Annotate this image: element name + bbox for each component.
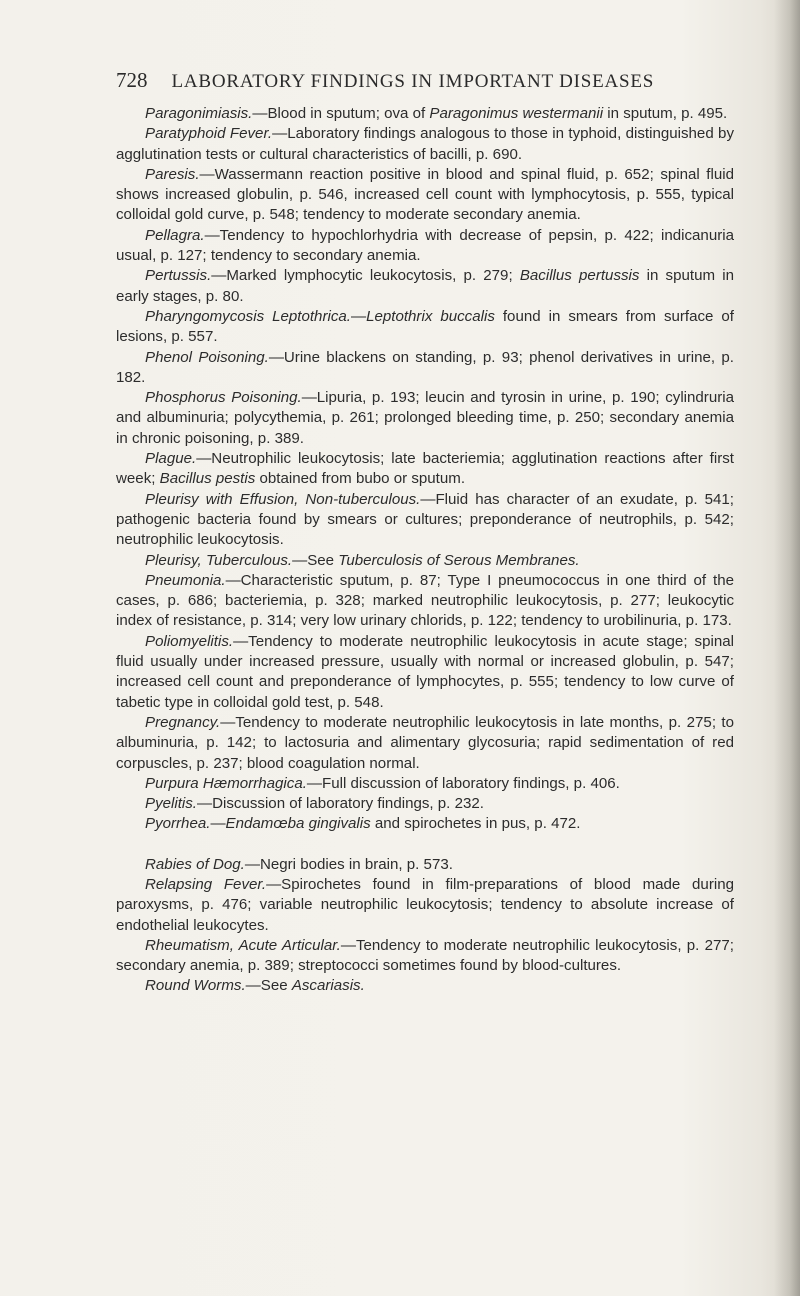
entry: [116, 388, 734, 449]
entry-text: Tendency to moderate neutrophilic leukocytosis in acute stage; spinal fluid usually under increased pressure, usually with normal or increased globulin, p. 547; increased cell count and preponderance of lymphocytes, p. 555; tendency to low curve of tabetic type in colloidal gold test, p. 548.: [116, 632, 734, 711]
entry-dash: —: [420, 490, 436, 508]
entry-term: Pneumonia.: [145, 571, 226, 589]
entry-term: Rheumatism, Acute Articular.: [145, 936, 341, 954]
entry-text: See: [307, 551, 339, 569]
entry-text: Characteristic sputum, p. 87; Type I pneumococcus in one third of the cases, p. 686; bacteriemia, p. 328; marked neutrophilic leukocytosis, p. 277; leukocytic index of resistance, p. 314; very low urinary chlorids, p. 122; tendency to urobilinuria, p. 173.: [116, 571, 734, 630]
entry-dash: —: [197, 795, 213, 813]
entry-dash: —: [301, 389, 317, 407]
entry-dash: —: [196, 450, 212, 468]
entry: [116, 632, 734, 713]
entry: [116, 875, 734, 936]
entry-text: Neutrophilic leukocytosis; late bacteriemia; agglutination reactions after first week;: [116, 450, 734, 488]
entry-italic: Paragonimus westermanii: [429, 105, 604, 122]
entry-term: Phosphorus Poisoning.: [145, 389, 302, 407]
entry: [116, 571, 734, 632]
entry-dash: —: [233, 632, 249, 650]
entry-term: Pertussis.: [145, 267, 212, 285]
entry-dash: —: [204, 226, 220, 244]
entry-dash: —: [340, 936, 356, 954]
entry: [116, 307, 734, 348]
entry-term: Pyelitis.: [145, 795, 198, 813]
entry: [116, 855, 734, 875]
entry: [116, 814, 734, 834]
entry-term: Relapsing Fever.: [145, 875, 267, 893]
entry: [116, 348, 734, 389]
entry-term: Plague.: [145, 450, 197, 468]
entry-term: Pellagra.: [145, 226, 205, 244]
entry: [116, 713, 734, 774]
entry-term: Pyorrhea.: [145, 815, 211, 833]
entry: [116, 490, 734, 551]
entry-dash: —: [245, 977, 261, 995]
entry: [116, 104, 734, 124]
entry-italic: Endamœba gingivalis: [225, 815, 371, 833]
entry-italic: Bacillus pertussis: [519, 267, 640, 285]
entry-text: Fluid has character of an exudate, p. 541; pathogenic bacteria found by smears or cultures; preponderance of neutrophils, p. 542; neutrophilic leukocytosis.: [116, 490, 734, 549]
entry-rest: obtained from bubo or sputum.: [255, 470, 466, 488]
entry-text: Full discussion of laboratory findings, p. 406.: [322, 774, 620, 792]
entry-text: Tendency to moderate neutrophilic leukocytosis in late months, p. 275; to albuminuria, p. 142; to lactosuria and alimentary glycosuria; rapid sedimentation of red corpuscles, p. 237; blood coagulation normal.: [116, 713, 734, 772]
entry-dash: —: [225, 571, 241, 589]
entry-dash: —: [210, 815, 226, 833]
entry-term: Pleurisy with Effusion, Non-tuberculous.: [145, 490, 421, 508]
entry: [116, 976, 734, 996]
entry-text: Urine blackens on standing, p. 93; phenol derivatives in urine, p. 182.: [116, 348, 734, 386]
entry-text: Spirochetes found in film-preparations of blood made during paroxysms, p. 476; variable neutrophilic leukocytosis; tendency to absolute increase of endothelial leukocytes.: [116, 875, 734, 934]
entry: [116, 794, 734, 814]
entry: [116, 124, 734, 165]
entry: [116, 165, 734, 226]
entry-dash: —: [252, 105, 268, 122]
entry-term: Paratyphoid Fever.: [145, 125, 273, 143]
entry-text: Tendency to moderate neutrophilic leukocytosis, p. 277; secondary anemia, p. 389; streptococci sometimes found by blood-cultures.: [116, 936, 734, 975]
entry-text: Discussion of laboratory findings, p. 232.: [212, 795, 484, 813]
entry-dash: —: [268, 348, 284, 366]
entry-italic: Leptothrix buccalis: [366, 307, 495, 325]
entry-text: Tendency to hypochlorhydria with decrease of pepsin, p. 422; indicanuria usual, p. 127; tendency to secondary anemia.: [116, 226, 734, 265]
entry-italic: Tuberculosis of Serous Membranes.: [338, 551, 580, 569]
entry: [116, 774, 734, 794]
entry-text: See: [260, 977, 292, 995]
entry: [116, 449, 734, 490]
entry-text: Lipuria, p. 193; leucin and tyrosin in urine, p. 190; cylindruria and albuminuria; polycythemia, p. 261; prolonged bleeding time, p. 250; secondary anemia in chronic poisoning, p. 389.: [116, 389, 735, 447]
page-edge-shadow: [774, 0, 800, 1296]
entry-text: Marked lymphocytic leukocytosis, p. 279;: [226, 267, 520, 285]
page-body: [116, 104, 734, 997]
entry-dash: —: [211, 267, 227, 285]
entry-italic: Ascariasis.: [291, 977, 365, 995]
section-gap: [116, 835, 734, 855]
running-title: LABORATORY FINDINGS IN IMPORTANT DISEASES: [171, 71, 655, 92]
entry-text: Laboratory findings analogous to those in typhoid, distinguished by agglutination tests or cultural characteristics of bacilli, p. 690.: [116, 125, 734, 163]
entry-term: Purpura Hæmorrhagica.: [145, 774, 307, 792]
entry-term: Paresis.: [145, 165, 200, 183]
entry: [116, 936, 734, 977]
entry-italic: Bacillus pestis: [159, 470, 256, 488]
entry-term: Pregnancy.: [145, 713, 221, 731]
entry-term: Rabies of Dog.: [145, 855, 245, 873]
page-number: 728: [116, 68, 148, 92]
entry-rest: and spirochetes in pus, p. 472.: [370, 815, 581, 833]
entry-dash: —: [272, 125, 288, 143]
entry-text: Blood in sputum; ova of: [267, 105, 430, 122]
entry-rest: in sputum, p. 495.: [603, 105, 728, 122]
entries-section-r: [116, 855, 734, 997]
entry-dash: —: [292, 551, 308, 569]
entry-text: Wassermann reaction positive in blood and spinal fluid, p. 652; spinal fluid shows increased globulin, p. 546, increased cell count with lymphocytosis, p. 555, typical colloidal gold curve, p. 548; tendency to moderate secondary anemia.: [116, 165, 734, 224]
entry-term: Round Worms.: [145, 977, 246, 995]
running-header: [116, 68, 716, 93]
entry-term: Pharyngomycosis Leptothrica.: [145, 307, 351, 325]
entry-term: Pleurisy, Tuberculous.: [145, 551, 293, 569]
entry-dash: —: [220, 713, 236, 731]
entry-text: Negri bodies in brain, p. 573.: [259, 855, 453, 873]
entry-term: Paragonimiasis.: [145, 105, 253, 122]
entry-dash: —: [244, 855, 260, 873]
entry-dash: —: [350, 307, 367, 325]
entry: [116, 551, 734, 571]
entry-rest: in sputum in early stages, p. 80.: [116, 267, 734, 305]
entry-dash: —: [306, 774, 322, 792]
entry-term: Poliomyelitis.: [145, 632, 234, 650]
entries-section-p: [116, 104, 734, 835]
entry-term: Phenol Poisoning.: [145, 348, 269, 366]
entry-dash: —: [266, 875, 282, 893]
entry: [116, 266, 734, 307]
entry-dash: —: [199, 165, 215, 183]
entry-rest: found in smears from surface of lesions, p. 557.: [116, 307, 734, 346]
entry: [116, 226, 734, 267]
